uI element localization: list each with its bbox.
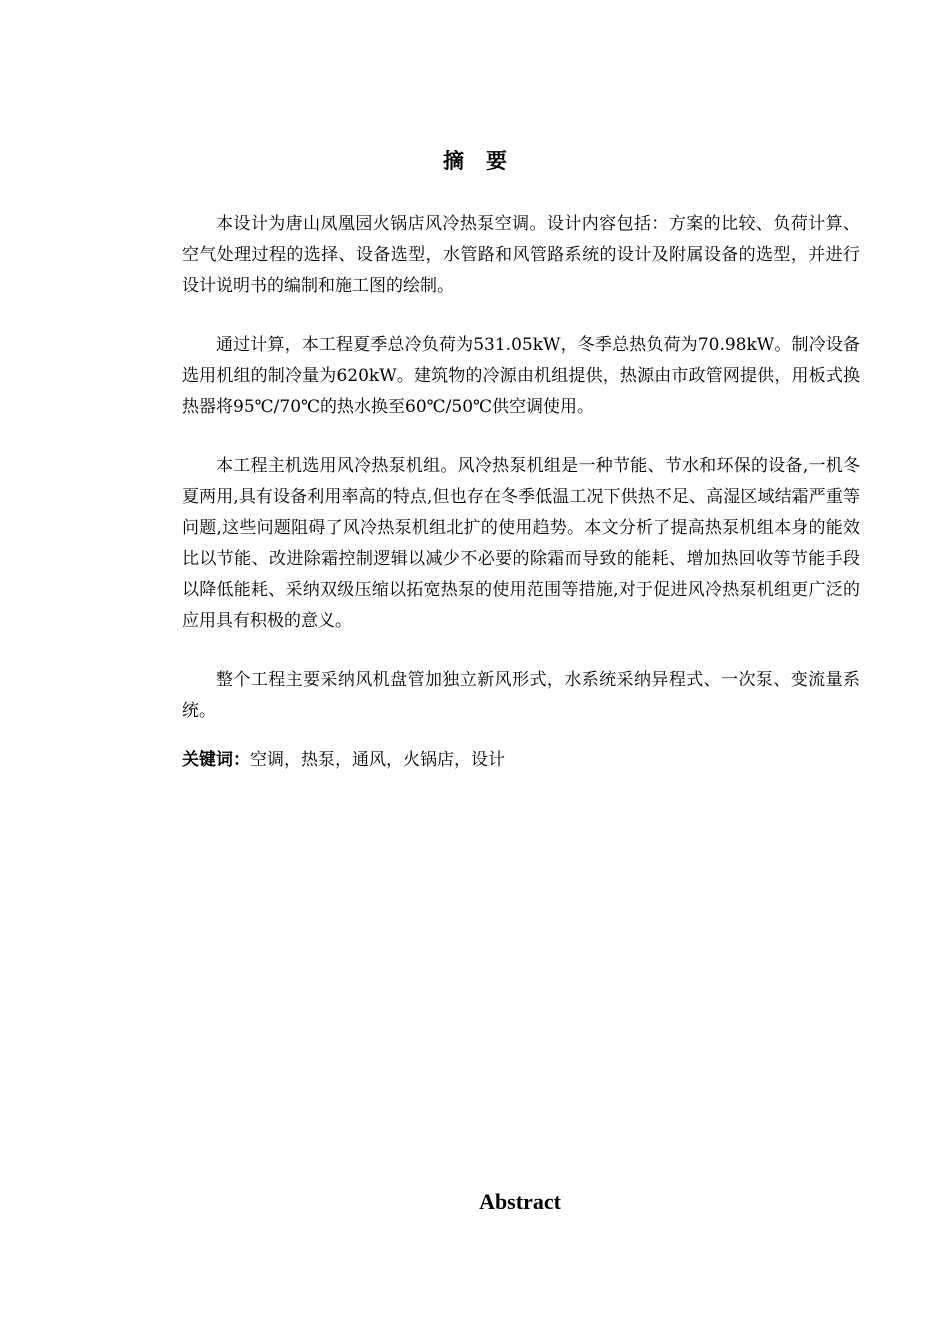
- abstract-title-en: Abstract: [479, 1189, 561, 1214]
- abstract-paragraph-3: 本工程主机选用风冷热泵机组。风冷热泵机组是一种节能、节水和环保的设备,一机冬夏两用,具有设备利用率高的特点,但也存在冬季低温工况下供热不足、高湿区域结霜严重等问题,这些问题阻碍了风冷热泵机组北扩的使用趋势。本文分析了提高热泵机组本身的能效比以节能、改进除霜控制逻辑以减少不必要的除霜而导致的能耗、增加热回收等节能手段以降低能耗、采纳双级压缩以拓宽热泵的使用范围等措施,对于促进风冷热泵机组更广泛的应用具有积极的意义。: [182, 456, 860, 631]
- keywords-text: 空调，热泵，通风，火锅店，设计: [250, 750, 505, 770]
- keywords-label: 关键词：: [182, 750, 250, 770]
- abstract-title-cn: 摘 要: [443, 149, 507, 173]
- abstract-paragraph-2: 通过计算，本工程夏季总冷负荷为531.05kW，冬季总热负荷为70.98kW。制冷设备选用机组的制冷量为620kW。建筑物的冷源由机组提供，热源由市政管网提供，用板式换热器将95℃/70℃的热水换至60℃/50℃供空调使用。: [182, 335, 860, 417]
- keywords-line: [182, 745, 860, 776]
- abstract-body: [182, 209, 860, 776]
- abstract-paragraph-4: 整个工程主要采纳风机盘管加独立新风形式，水系统采纳异程式、一次泵、变流量系统。: [182, 670, 860, 721]
- abstract-paragraph-1: 本设计为唐山凤凰园火锅店风冷热泵空调。设计内容包括：方案的比较、负荷计算、空气处理过程的选择、设备选型，水管路和风管路系统的设计及附属设备的选型，并进行设计说明书的编制和施工图的绘制。: [182, 214, 860, 296]
